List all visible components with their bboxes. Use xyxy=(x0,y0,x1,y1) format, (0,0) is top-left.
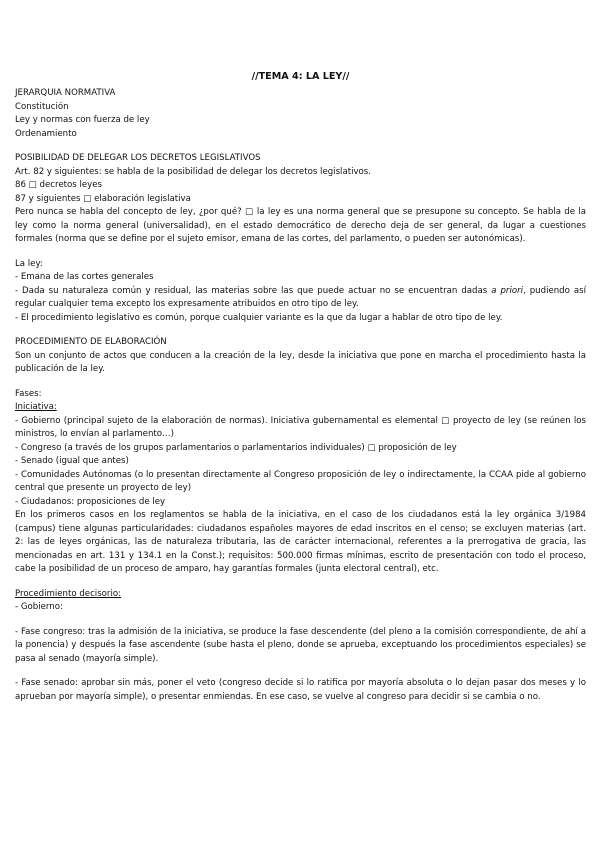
jerarquia-item: Constitución xyxy=(15,101,69,112)
la-ley-item: - Emana de las cortes generales xyxy=(15,272,154,282)
iniciativa-heading: Iniciativa: xyxy=(15,402,57,412)
spacer xyxy=(15,615,586,626)
procedimiento-paragraph: Son un conjunto de actos que conducen a la creación de la ley, desde la iniciativa que pone en marcha el procedimiento hasta la publicación de la ley. xyxy=(15,350,586,374)
delegar-line: 87 y siguientes □ elaboración legislativa xyxy=(15,193,191,204)
decisorio-gobierno: - Gobierno: xyxy=(15,602,63,612)
spacer xyxy=(15,141,586,152)
ciudadanos-paragraph: En los primeros casos en los reglamentos se habla de la iniciativa, en el caso de los ciudadanos está la ley orgánica 3/1984 (campus) tiene algunas particularidades: ciudadanos españoles mayores de edad inscritos en el censo; se excluyen materias (art. 2: las de leyes orgánicas, las de naturaleza tributaria, las de carácter internacional, referentes a la prerrogativa de gracia, las mencionadas en art. 131 y 134.1 en la Const.); requisitos: 500.000 firmas mínimas, escrito de presentación con todo el proceso, cabe la posibilidad de un proceso de amparo, hay garantías formales (junta electoral central), etc. xyxy=(15,510,586,574)
spacer xyxy=(15,325,586,336)
jerarquia-heading: JERARQUIA NORMATIVA xyxy=(15,88,116,98)
spacer xyxy=(15,666,586,677)
delegar-line: Art. 82 y siguientes: se habla de la posibilidad de delegar los decretos legislativos. xyxy=(15,166,372,177)
la-ley-heading: La ley: xyxy=(15,258,43,269)
iniciativa-item: - Senado (igual que antes) xyxy=(15,456,129,466)
fases-heading: Fases: xyxy=(15,388,42,399)
document-title: //TEMA 4: LA LEY// xyxy=(251,71,350,82)
fase-senado-paragraph: - Fase senado: aprobar sin más, poner el veto (congreso decide si lo ratifica por mayoría absoluta o lo dejan pasar dos meses y lo aprueban por mayoría simple), o presentar enmiendas. En ese caso, se vuelve al congreso para decidir si se cambia o no. xyxy=(15,678,586,702)
delegar-line: 86 □ decretos leyes xyxy=(15,180,102,190)
spacer xyxy=(15,377,586,388)
spacer xyxy=(15,247,586,258)
iniciativa-item: - Ciudadanos: proposiciones de ley xyxy=(15,496,166,507)
jerarquia-item: Ley y normas con fuerza de ley xyxy=(15,115,150,125)
jerarquia-item: Ordenamiento xyxy=(15,128,77,139)
concepto-ley-paragraph: Pero nunca se habla del concepto de ley, ¿por qué? □ la ley es una norma general que se presupone su concepto. Se habla de la ley como la norma general (universalidad), en el estado democrático de derecho deja de ser general, da lugar a cuestiones formales (norma que se define por el sujeto emisor, emana de las cortes, del parlamento, o pueden ser autonómicas). xyxy=(15,207,586,244)
la-ley-item-text: , pudiendo así regular cualquier tema excepto los expresamente atribuidos en otro tipo de ley. xyxy=(15,285,586,309)
iniciativa-item: - Congreso (a través de los grupos parlamentarios o parlamentarios individuales) □ proposición de ley xyxy=(15,442,457,453)
a-priori-emphasis: a priori xyxy=(491,285,524,296)
procedimiento-heading: PROCEDIMIENTO DE ELABORACIÓN xyxy=(15,337,167,347)
la-ley-item xyxy=(15,285,586,312)
la-ley-item: - El procedimiento legislativo es común, porque cualquier variante es la que da lugar a hablar de otro tipo de ley. xyxy=(15,312,503,323)
iniciativa-item: - Gobierno (principal sujeto de la elaboración de normas). Iniciativa gubernamental es elemental □ proyecto de ley (se reúnen los ministros, lo envían al parlamento…) xyxy=(15,415,586,439)
spacer xyxy=(15,577,586,588)
delegar-heading: POSIBILIDAD DE DELEGAR LOS DECRETOS LEGISLATIVOS xyxy=(15,153,261,163)
decisorio-heading: Procedimiento decisorio: xyxy=(15,588,122,599)
la-ley-item-text: - Dada su naturaleza común y residual, las materias sobre las que puede actuar no se encuentran dadas xyxy=(15,285,492,296)
fase-congreso-paragraph: - Fase congreso: tras la admisión de la iniciativa, se produce la fase descendente (del pleno a la comisión correspondiente, de ahí a la ponencia) y después la fase ascendente (sube hasta el pleno, donde se aprueba, exceptuando los procedimientos especiales) se pasa al senado (mayoría simple). xyxy=(15,626,586,664)
iniciativa-item: - Comunidades Autónomas (o lo presentan directamente al Congreso proposición de ley o indirectamente, la CCAA pide al gobierno central que presente un proyecto de ley) xyxy=(15,469,586,493)
